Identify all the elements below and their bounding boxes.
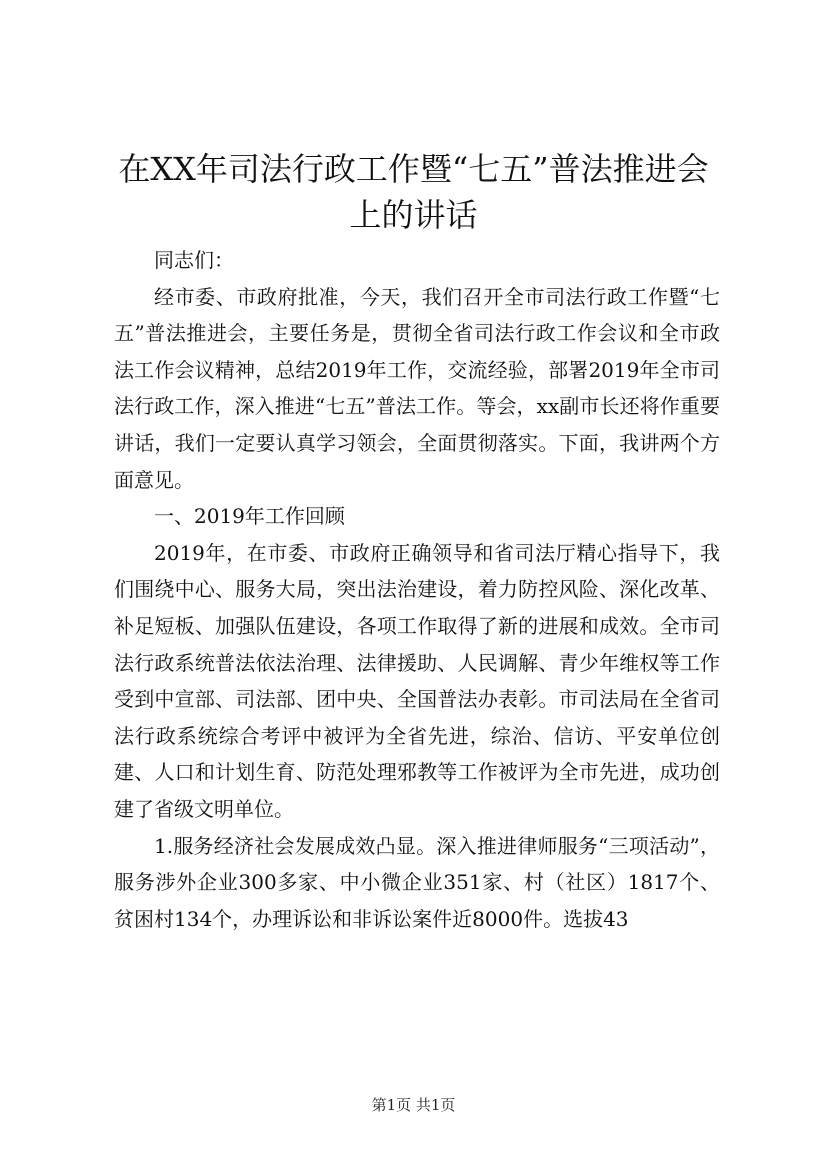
section-heading: 一、2019年工作回顾 [154,504,345,529]
intro-paragraph: 经市委、市政府批准，今天，我们召开全市司法行政工作暨“七五”普法推进会，主要任务是，贯彻全省司法行政工作会议和全市政法工作会议精神，总结2019年工作，交流经验，部署2019年全市司法行政工作，深入推进“七五”普法工作。等会，xx副市长还将作重要讲话，我们一定要认真学习领会，全面贯彻落实。下面，我讲两个方面意见。 [114,284,720,492]
document-title [100,146,727,238]
item-1-paragraph: 1.服务经济社会发展成效凸显。深入推进律师服务“三项活动”，服务涉外企业300多家、中小微企业351家、村（社区）1817个、贫困村134个，办理诉讼和非诉讼案件近8000件。选拔43 [114,833,720,931]
review-paragraph: 2019年，在市委、市政府正确领导和省司法厅精心指导下，我们围绕中心、服务大局，突出法治建设，着力防控风险、深化改革、补足短板、加强队伍建设，各项工作取得了新的进展和成效。全市司法行政系统普法依法治理、法律援助、人民调解、青少年维权等工作受到中宣部、司法部、团中央、全国普法办表彰。市司法局在全省司法行政系统综合考评中被评为全省先进，综治、信访、平安单位创建、人口和计划生育、防范处理邪教等工作被评为全市先进，成功创建了省级文明单位。 [114,540,720,821]
title-line-2: 上的讲话 [349,196,478,234]
page-footer: 第1页 共1页 [371,1096,456,1114]
document-body [114,242,720,937]
title-line-1: 在XX年司法行政工作暨“七五”普法推进会 [118,150,709,188]
greeting-paragraph: 同志们： [154,248,234,272]
